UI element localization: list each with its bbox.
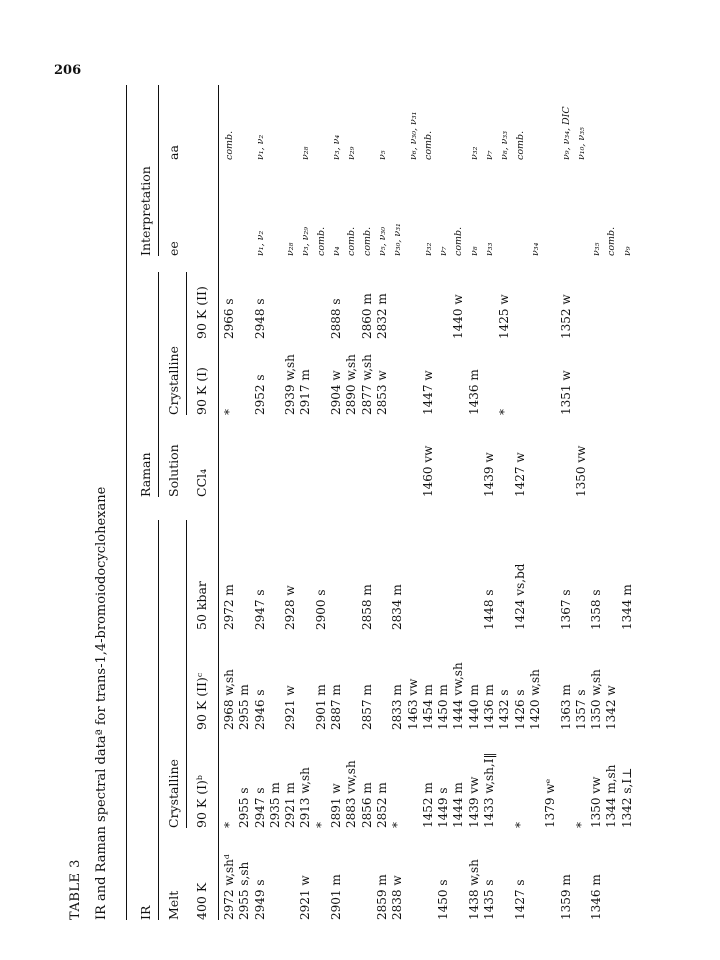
header-90k-i: 90 K (I)ᵇ bbox=[194, 775, 209, 828]
column-raman-90k-ii: 2966 s 2948 s 2888 s 2860 m 2832 m 1440 w 1425 w 1352 w bbox=[222, 293, 573, 339]
table-caption: IR and Raman spectral dataª for trans-1,4-bromoiodocyclohexane bbox=[94, 486, 109, 920]
header-raman-90k-ii: 90 K (II) bbox=[194, 286, 209, 339]
raman-rule bbox=[158, 272, 159, 497]
column-raman-ccl4: 1460 vw 1439 w 1427 w 1350 vw bbox=[420, 445, 588, 497]
header-crystalline-raman: Crystalline bbox=[166, 346, 181, 415]
header-50kbar: 50 kbar bbox=[194, 581, 209, 630]
header-solution: Solution bbox=[166, 444, 181, 497]
crystalline-raman-rule bbox=[186, 272, 187, 415]
column-ir-90k-ii: 2968 w,sh 2955 m 2946 s 2921 w 2901 m 2887 m 2857 m 2833 m 1463 vw 1454 m 1450 m 1444 vw,sh 1440 m 1436 m 1432 s 1426 s 1420 w,sh 1363 m 1357 s 1350 w,sh 1342 w bbox=[222, 662, 619, 730]
page-number: 206 bbox=[54, 63, 82, 78]
header-bottom-rule bbox=[218, 85, 219, 920]
header-aa: aa bbox=[166, 145, 181, 160]
ir-rule bbox=[158, 520, 159, 920]
column-ir-90k-i: * 2955 s 2947 s 2935 m 2921 m 2913 w,sh * 2891 w 2883 vw,sh 2856 m 2852 m * 1452 m 1449 s 1444 m 1439 vw 1433 w,sh,I‖ * 1379 wᵉ * 1350 vw 1344 m,sh 1342 s,I⊥ bbox=[222, 752, 634, 828]
column-melt-400k: 2972 w,shᵈ 2955 s,sh 2949 s 2921 w 2901 m 2859 m 2838 w 1450 s 1438 w,sh 1435 s 1427 s 1359 m 1346 m bbox=[222, 854, 604, 920]
header-interpretation: Interpretation bbox=[138, 166, 153, 256]
crystalline-rule bbox=[186, 520, 187, 828]
column-interp-ee: ν₁, ν₂ ν₂₈ ν₃, ν₂₉ comb. ν₄ comb. comb. ν₅, ν₃₀ ν₃₀, ν₃₁ ν₃₂ ν₇ comb. ν₈ ν₃₃ ν₃₄ ν₃₅ comb. ν₉ bbox=[254, 223, 633, 256]
header-90k-ii: 90 K (II)ᶜ bbox=[194, 672, 209, 730]
header-raman: Raman bbox=[138, 452, 153, 497]
header-crystalline: Crystalline bbox=[166, 759, 181, 828]
header-raman-90k-i: 90 K (I) bbox=[194, 367, 209, 415]
header-400k: 400 K bbox=[194, 882, 209, 920]
rotated-table bbox=[60, 80, 660, 920]
header-ee: ee bbox=[166, 241, 181, 256]
table-body bbox=[222, 80, 658, 920]
header-melt: Melt bbox=[166, 890, 181, 920]
header-ir: IR bbox=[138, 905, 153, 920]
interp-rule bbox=[158, 85, 159, 256]
column-raman-90k-i: * 2952 s 2939 w,sh 2917 m 2904 w 2890 w,sh 2877 w,sh 2853 w 1447 w 1436 m * 1351 w bbox=[222, 354, 573, 415]
table-label: TABLE 3 bbox=[68, 859, 83, 920]
header-ccl4: CCl₄ bbox=[194, 468, 209, 497]
column-interp-aa: comb. ν₁, ν₂ ν₂₈ ν₃, ν₄ ν₂₉ ν₅ ν₆, ν₃₀, ν₃₁ comb. ν₃₂ ν₇ ν₈, ν₃₃ comb. ν₉, ν₃₄, DIC ν₁₀, ν₃₅ bbox=[224, 106, 587, 160]
column-ir-50kbar: 2972 m 2947 s 2928 w 2900 s 2858 m 2834 m 1448 s 1424 vs,bd 1367 s 1358 s 1344 m bbox=[222, 563, 634, 630]
top-rule bbox=[126, 85, 127, 920]
